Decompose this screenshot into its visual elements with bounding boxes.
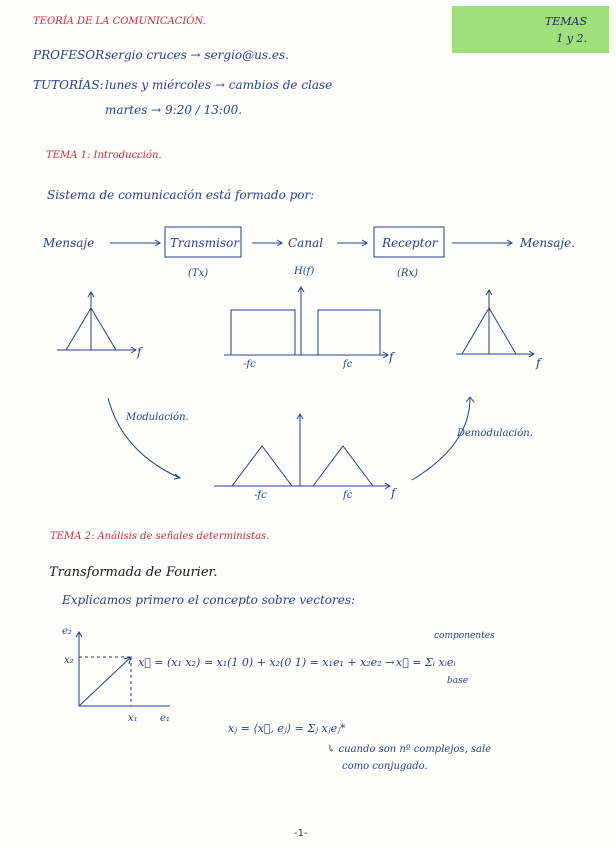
profesor-label: PROFESOR: xyxy=(33,48,109,62)
tema1-heading: TEMA 1: Introducción. xyxy=(46,150,162,161)
tab-line-1: TEMAS xyxy=(544,15,587,28)
transmisor-label: Transmisor xyxy=(170,236,240,250)
componentes-note: componentes xyxy=(434,631,495,641)
demodulacion-label: Demodulación. xyxy=(457,428,533,439)
page-title: TEORÍA DE LA COMUNICACIÓN. xyxy=(33,16,206,27)
e2-axis-label: e₂ xyxy=(62,626,72,637)
tab-line-2: 1 y 2. xyxy=(556,32,587,45)
hf-left-band xyxy=(231,310,295,355)
tema2-heading: TEMA 2: Análisis de señales deterministas. xyxy=(50,531,270,542)
receptor-box xyxy=(374,227,444,257)
pos-fc-label-1: fc xyxy=(343,359,353,370)
neg-fc-label-1: -fc xyxy=(243,359,256,370)
f-label-2: f xyxy=(389,350,394,364)
f-label-3: f xyxy=(536,356,541,370)
e1-axis-label: e₁ xyxy=(160,713,170,724)
spectrum4-left-triangle xyxy=(232,446,292,486)
spectrum4-right-triangle xyxy=(313,446,373,486)
hf-label: H(f) xyxy=(294,266,315,277)
canal-label: Canal xyxy=(288,236,324,250)
tutorias-line-1: lunes y miércoles → cambios de clase xyxy=(105,78,333,92)
demodulacion-curve xyxy=(412,398,470,480)
vector-equation: x⃗ = (x₁ x₂) = x₁(1 0) + x₂(0 1) = x₁e₁ + x₂e₂ → xyxy=(138,656,395,669)
vector-x-arrow xyxy=(79,657,131,706)
conjugate-note-1: ↳ cuando son nº complejos, sale xyxy=(327,744,492,755)
x1-tick-label: x₁ xyxy=(128,713,138,724)
modulacion-curve xyxy=(108,398,180,478)
base-note: base xyxy=(447,676,469,686)
receptor-label: Receptor xyxy=(382,236,438,250)
tema2-explain: Explicamos primero el concepto sobre vectores: xyxy=(62,593,356,607)
page-number: -1- xyxy=(294,828,308,839)
conjugate-note-2: como conjugado. xyxy=(342,761,428,772)
modulacion-label: Modulación. xyxy=(126,412,189,423)
rx-label: (Rx) xyxy=(397,268,418,279)
profesor-value: sergio cruces → sergio@us.es. xyxy=(105,48,289,62)
inner-product: xⱼ = ⟨x⃗, eⱼ⟩ = Σⱼ xⱼeⱼ* xyxy=(228,722,346,735)
f-label-4: f xyxy=(391,486,396,500)
tutorias-label: TUTORÍAS: xyxy=(33,78,104,92)
pos-fc-label-2: fc xyxy=(343,490,353,501)
x2-tick-label: x₂ xyxy=(64,655,74,666)
tx-label: (Tx) xyxy=(188,268,209,279)
hf-right-band xyxy=(318,310,380,355)
mensaje-right: Mensaje. xyxy=(520,236,576,250)
neg-fc-label-2: -fc xyxy=(254,490,267,501)
vector-sum: x⃗ = Σᵢ xᵢeᵢ xyxy=(396,656,456,669)
tutorias-line-2: martes → 9:20 / 13:00. xyxy=(105,103,243,117)
f-label-1: f xyxy=(137,345,142,359)
tema1-intro: Sistema de comunicación está formado por: xyxy=(47,188,315,202)
transmisor-box xyxy=(165,227,241,257)
mensaje-left: Mensaje xyxy=(43,236,95,250)
fourier-title: Transformada de Fourier. xyxy=(49,565,218,580)
